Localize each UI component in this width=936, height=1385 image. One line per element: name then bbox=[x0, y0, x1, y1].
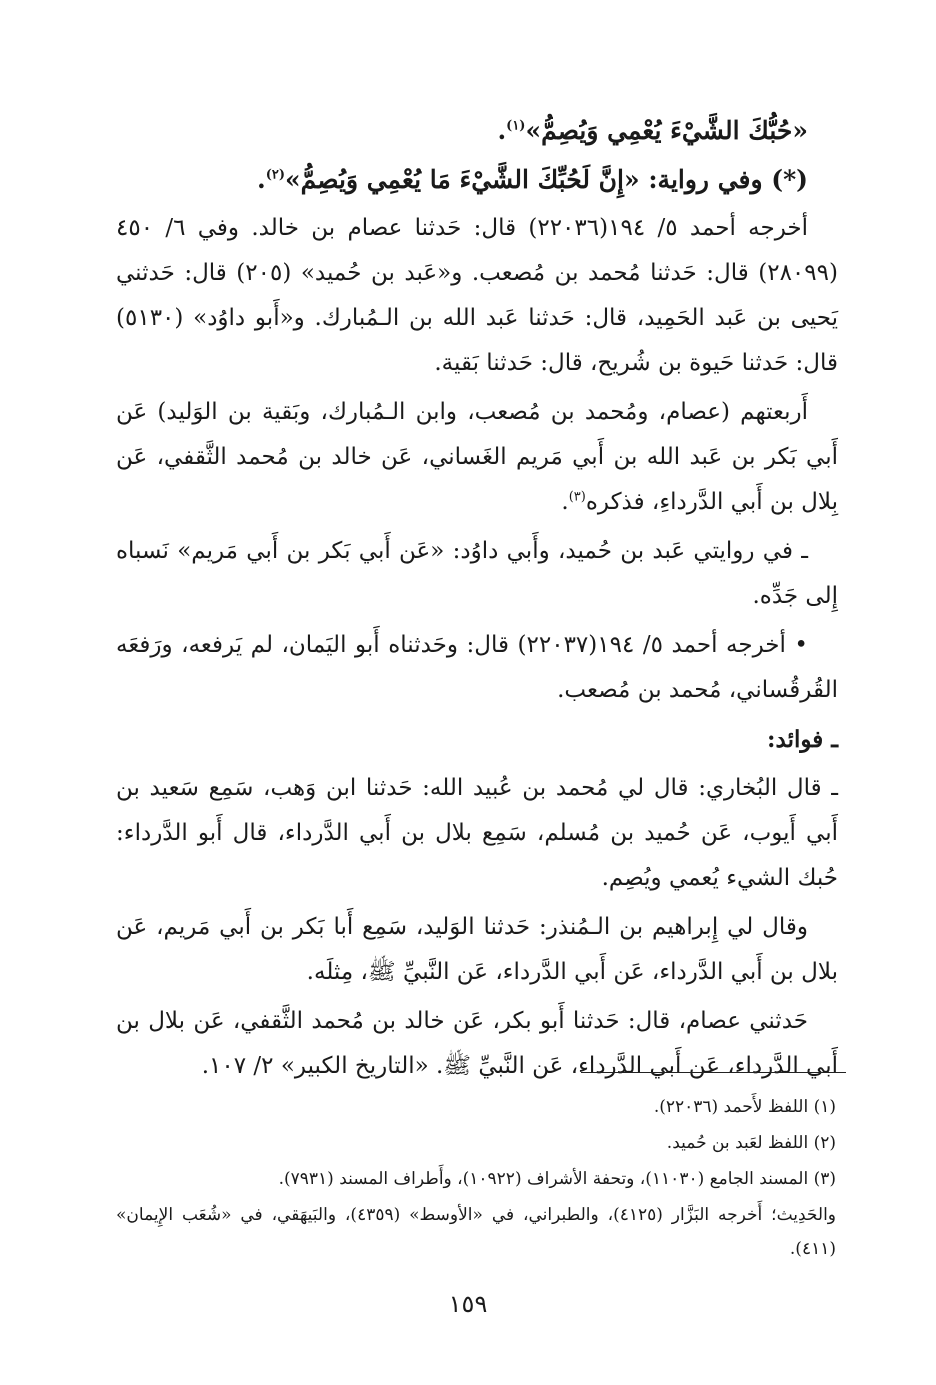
footnote-marker: (٣) bbox=[568, 489, 586, 505]
section-heading: ـ فوائد: bbox=[767, 726, 838, 753]
footnote-2: (٢) اللفظ لعَبد بن حُميد. bbox=[666, 1133, 836, 1153]
footnote-marker: (٢) bbox=[265, 167, 286, 183]
main-text bbox=[116, 108, 838, 1093]
chain-text: أَربعتهم (عصام، ومُحمد بن مُصعب، وابن الـمُبارك، وبَقية بن الوَليد) عَن أَبي بَكر بن عَبد الله بن أَبي مَريم الغَساني، عَن خالد بن مُحمد الثَّقفي، عَن بِلال بن أَبي الدَّرداءِ، فذكره bbox=[116, 399, 838, 515]
benefit-paragraph-1: ـ قال البُخاري: قال لي مُحمد بن عُبيد الله: حَدثنا ابن وَهب، سَمِع سَعيد بن أَبي أَيوب، عَن حُميد بن مُسلم، سَمِع بلال بن أَبي الدَّرداء، قال أَبو الدَّرداء: حُبك الشيء يُعمي ويُصِم. bbox=[116, 775, 838, 891]
page-number: ١٥٩ bbox=[448, 1290, 488, 1318]
hadith-variant-text: (*) وفي رواية: «إِنَّ لَحُبِّكَ الشَّيْءَ مَا يُعْمِي وَيُصِمُّ» bbox=[285, 165, 808, 194]
hadith-quote-text: «حُبُّكَ الشَّيْءَ يُعْمِي وَيُصِمُّ» bbox=[525, 116, 808, 145]
hadith-quote: «حُبُّكَ الشَّيْءَ يُعْمِي وَيُصِمُّ»$^{(١)}$. bbox=[497, 116, 808, 145]
hadith-variant: (*) وفي رواية: «إِنَّ لَحُبِّكَ الشَّيْءَ مَا يُعْمِي وَيُصِمُّ»$^{(٢)}$. bbox=[257, 165, 808, 194]
benefit-paragraph-3: حَدثني عصام، قال: حَدثنا أَبو بكر، عَن خالد بن مُحمد الثَّقفي، عَن بلال بن أَبي الدَّرداء، عَن أَبي الدَّرداء، عَن النَّبيِّ ﷺ. «التاريخ الكبير» ٢/ ١٠٧. bbox=[116, 1008, 838, 1079]
footnote-marker: (١) bbox=[506, 118, 526, 134]
footnotes bbox=[116, 1090, 836, 1268]
chain-paragraph: أَربعتهم (عصام، ومُحمد بن مُصعب، وابن الـمُبارك، وبَقية بن الوَليد) عَن أَبي بَكر بن عَبد الله بن أَبي مَريم الغَساني، عَن خالد بن مُحمد الثَّقفي، عَن بِلال بن أَبي الدَّرداءِ، فذكره$^{(٣)}$. bbox=[116, 399, 838, 515]
benefit-paragraph-2: وقال لي إِبراهيم بن الـمُنذر: حَدثنا الوَليد، سَمِع أَبا بَكر بن أَبي مَريم، عَن بلال بن أَبي الدَّرداء، عَن أَبي الدَّرداء، عَن النَّبيِّ ﷺ، مِثلَه. bbox=[116, 914, 838, 985]
footnote-divider bbox=[581, 1072, 846, 1073]
footnote-3: (٣) المسند الجامع (١١٠٣٠)، وتحفة الأشراف (١٠٩٢٢)، وأَطراف المسند (٧٩٣١). bbox=[278, 1169, 836, 1189]
note-paragraph: ـ في روايتي عَبد بن حُميد، وأَبي داوُد: «عَن أَبي بَكر بن أَبي مَريم» نَسباه إِلى جَدِّه. bbox=[116, 538, 838, 609]
footnote-1: (١) اللفظ لأَحمد (٢٢٠٣٦). bbox=[653, 1097, 836, 1117]
footnote-4: والحَدِيث؛ أَخرجه البَزَّار (٤١٢٥)، والطبراني، في «الأوسط» (٤٣٥٩)، والبَيهَقي، في «شُعَب الإِيمان» (٤١١). bbox=[116, 1205, 837, 1259]
takhrij-paragraph: أخرجه أحمد ٥/ ١٩٤(٢٢٠٣٦) قال: حَدثنا عصام بن خالد. وفي ٦/ ٤٥٠ (٢٨٠٩٩) قال: حَدثنا مُحمد بن مُصعب. و«عَبد بن حُميد» (٢٠٥) قال: حَدثني يَحيى بن عَبد الحَمِيد، قال: حَدثنا عَبد الله بن الـمُبارك. و«أَبو داوُد» (٥١٣٠) قال: حَدثنا حَيوة بن شُريح، قال: حَدثنا بَقية. bbox=[116, 215, 838, 376]
takhrij-paragraph-2: • أخرجه أحمد ٥/ ١٩٤(٢٢٠٣٧) قال: وحَدثناه أَبو اليَمان، لم يَرفعه، ورَفعَه القُرقُساني، مُحمد بن مُصعب. bbox=[116, 632, 838, 703]
